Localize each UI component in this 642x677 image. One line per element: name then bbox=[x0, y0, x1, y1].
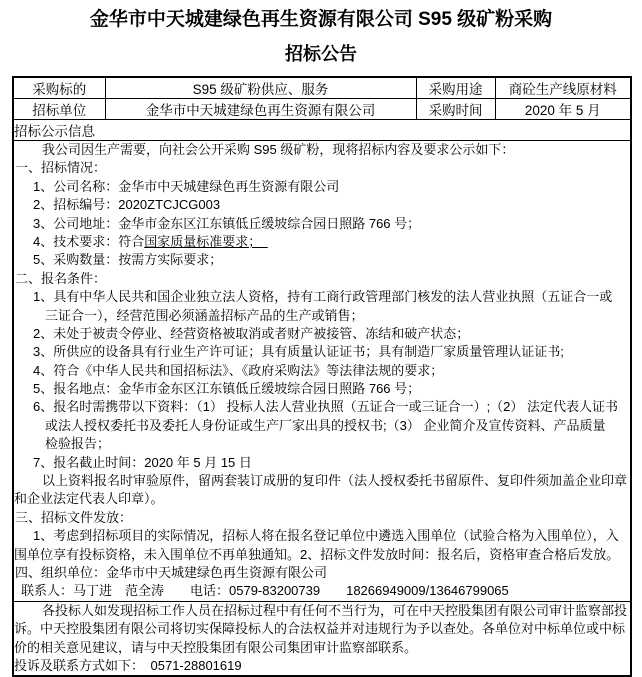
text-line: 或法人授权委托书及委托人身份证或生产厂家出具的授权书;（3） 企业简介及宣传资料、产品质量 bbox=[45, 417, 606, 433]
text-line: 一、招标情况： bbox=[15, 160, 107, 176]
text-line: 1、考虑到招标项目的实际情况，招标人将在报名登记单位中遴选入围单位（试验合格为入围单位），入 bbox=[33, 528, 619, 544]
table-row bbox=[13, 120, 631, 141]
value-procurement-subject: S95 级矿粉供应、服务 bbox=[105, 77, 416, 99]
section-header-public-info: 招标公示信息 bbox=[13, 120, 631, 141]
document-title: 金华市中天城建绿色再生资源有限公司 S95 级矿粉采购 bbox=[89, 9, 553, 30]
text-line: 和企业法定代表人印章）。 bbox=[14, 491, 164, 507]
text-line: 7、报名截止时间：2020 年 5 月 15 日 bbox=[33, 454, 252, 470]
text-line: 4、符合《中华人民共和国招标法》、《政府采购法》等法律法规的要求； bbox=[33, 362, 444, 378]
text-line: 以上资料报名时审验原件，留两套装订成册的复印件（法人授权委托书留原件、复印件须加盖企业印章 bbox=[42, 473, 628, 489]
text-line: 联系人：马丁进 范全涛 电话：0579-83200739 18266949009/13646799065 bbox=[21, 583, 509, 599]
underlined-text: 国家质量标准要求； bbox=[144, 233, 268, 249]
label-procurement-subject: 采购标的 bbox=[13, 77, 105, 99]
table-row bbox=[13, 601, 631, 676]
text-line: 3、所供应的设备具有行业生产许可证；具有质量认证证书；具有制造厂家质量管理认证证书; bbox=[33, 344, 564, 360]
notice-table bbox=[12, 76, 632, 677]
text-line: 2、招标编号：2020ZTCJCG003 bbox=[33, 197, 221, 213]
text-line: 价的相关意见建议，请与中天控股集团有限公司集团审计监察部联系。 bbox=[14, 639, 418, 655]
table-row bbox=[13, 77, 631, 99]
text-line: 3、公司地址：金华市金东区江东镇低丘缓坡综合园日照路 766 号； bbox=[33, 215, 421, 231]
complaint-section bbox=[13, 601, 631, 676]
label-procurement-use: 采购用途 bbox=[416, 77, 495, 99]
table-row bbox=[13, 141, 631, 602]
text-line: 诉。中天控股集团有限公司将切实保障投标人的合法权益并对违规行为予以查处。各单位对中标单位或中标 bbox=[14, 621, 626, 637]
text-line: 各投标人如发现招标工作人员在招标过程中有任何不当行为，可在中天控股集团有限公司审计监察部投 bbox=[42, 602, 628, 618]
text-line: 我公司因生产需要，向社会公开采购 S95 级矿粉，现将招标内容及要求公示如下： bbox=[42, 142, 515, 157]
text-line: 5、报名地点：金华市金东区江东镇低丘缓坡综合园日照路 766 号； bbox=[33, 381, 421, 397]
label-tendering-unit: 招标单位 bbox=[13, 99, 105, 120]
text-line bbox=[14, 233, 630, 251]
notice-body bbox=[13, 141, 631, 602]
text-line: 2、未处于被责令停业、经营资格被取消或者财产被接管、冻结和破产状态； bbox=[33, 325, 470, 341]
text-line: 围单位享有投标资格，未入围单位不再单独通知。2、招标文件发放时间：报名后，资格审查合格后发放。 bbox=[14, 546, 620, 562]
text-line: 1、具有中华人民共和国企业独立法人资格，持有工商行政管理部门核发的法人营业执照（五证合一或 bbox=[33, 289, 613, 305]
document-subtitle: 招标公告 bbox=[285, 44, 357, 64]
text-segment: 4、技术要求：符合 bbox=[33, 233, 145, 249]
text-line: 5、采购数量：按需方实际要求； bbox=[33, 252, 223, 268]
text-line: 投诉及联系方式如下： 0571-28801619 bbox=[14, 657, 242, 673]
text-line: 四、组织单位：金华市中天城建绿色再生资源有限公司 bbox=[15, 564, 328, 580]
label-procurement-time: 采购时间 bbox=[416, 99, 495, 120]
table-row bbox=[13, 99, 631, 120]
text-line: 二、报名条件： bbox=[15, 270, 107, 286]
text-line: 检验报告； bbox=[45, 436, 111, 452]
text-line: 1、公司名称：金华市中天城建绿色再生资源有限公司 bbox=[33, 178, 340, 194]
text-line: 三证合一），经营范围必须涵盖招标产品的生产或销售； bbox=[45, 307, 364, 323]
text-line: 三、招标文件发放： bbox=[15, 509, 133, 525]
text-line: 6、报名时需携带以下资料：（1） 投标人法人营业执照（五证合一或三证合一）;（2） 法定代表人证书 bbox=[33, 399, 619, 415]
value-tendering-unit: 金华市中天城建绿色再生资源有限公司 bbox=[105, 99, 416, 120]
value-procurement-time: 2020 年 5 月 bbox=[495, 99, 631, 120]
value-procurement-use: 商砼生产线原材料 bbox=[495, 77, 631, 99]
